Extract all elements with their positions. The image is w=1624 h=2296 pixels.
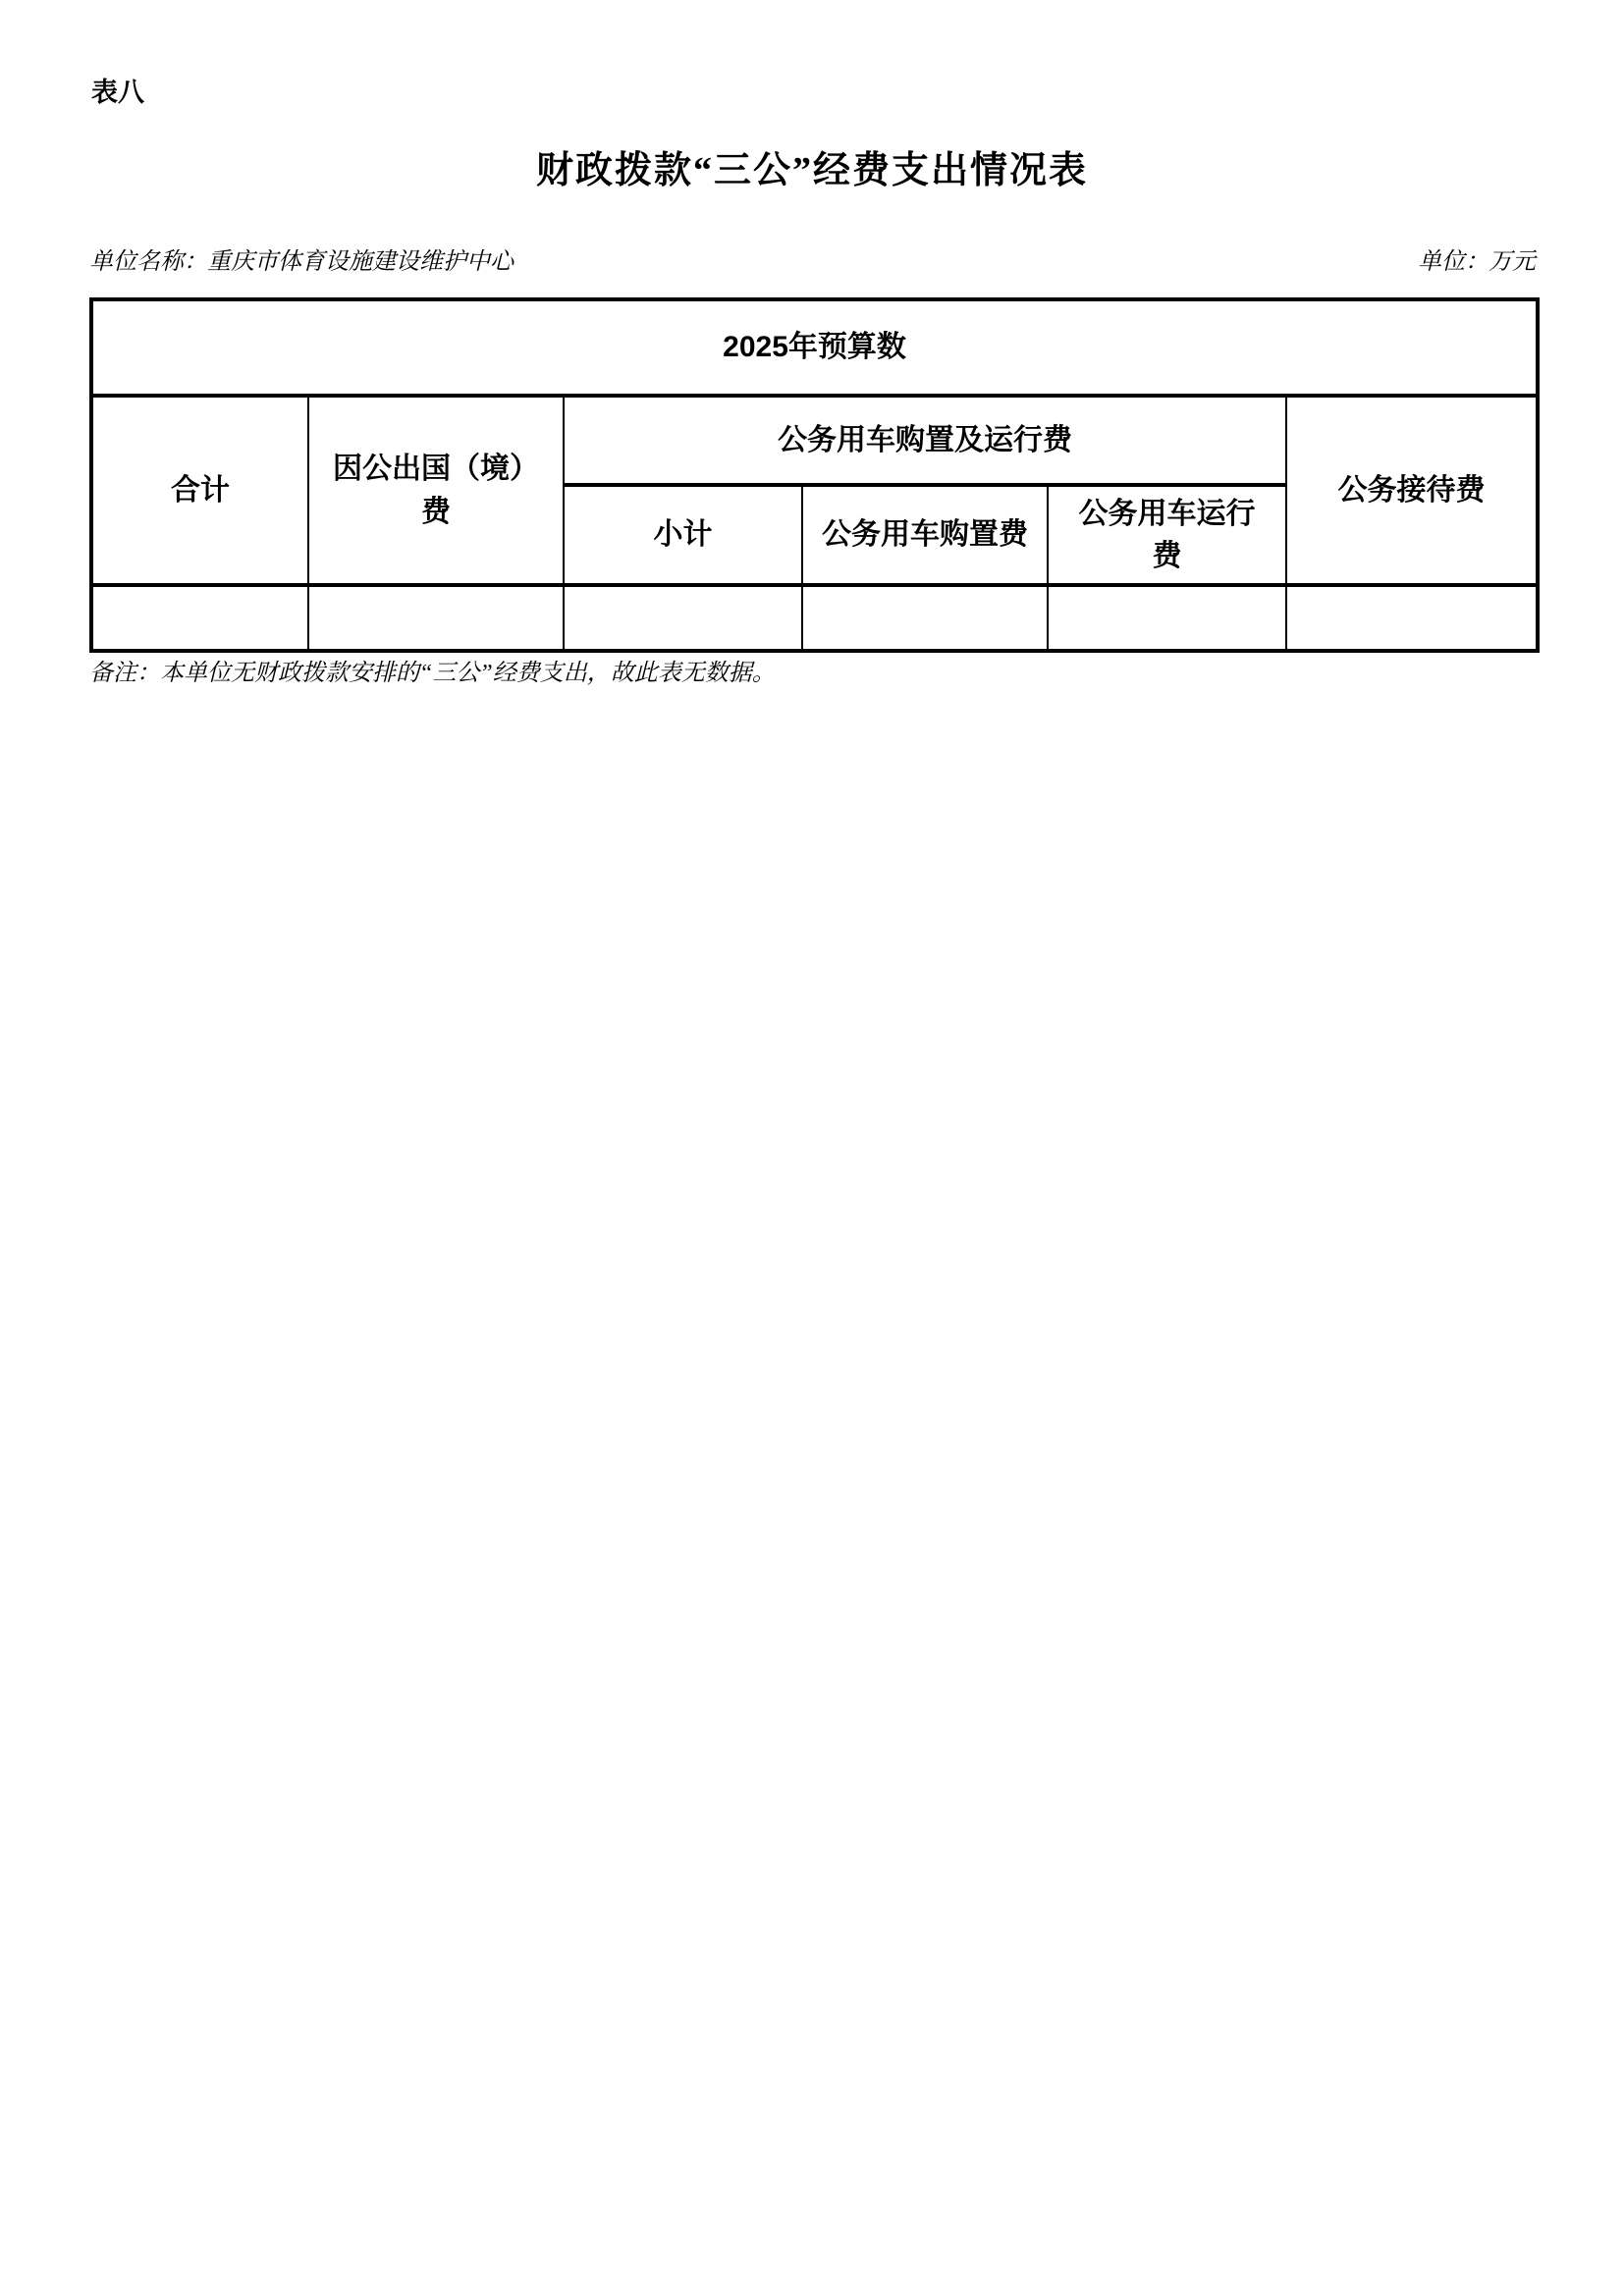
header-vehicle-purchase: 公务用车购置费 [802, 485, 1048, 585]
header-row-top [91, 396, 1538, 485]
header-abroad-expense-text: 因公出国（境）费 [333, 453, 539, 528]
header-vehicle-operation-text: 公务用车运行费 [1078, 497, 1256, 572]
table-row [91, 585, 1538, 651]
meta-row [89, 247, 1536, 278]
unit-line [1418, 247, 1536, 278]
header-abroad-expense [308, 396, 564, 585]
cell-vehicle-subtotal [564, 585, 802, 651]
header-vehicle-group: 公务用车购置及运行费 [564, 396, 1286, 485]
unit-label: 单位： [1418, 249, 1489, 275]
year-header-row [91, 299, 1538, 396]
three-public-expense-table [89, 297, 1540, 653]
sheet-number-label: 表八 [91, 78, 144, 107]
year-header-cell: 2025年预算数 [91, 299, 1538, 396]
page-title: 财政拨款“三公”经费支出情况表 [535, 150, 1088, 191]
cell-total [91, 585, 308, 651]
header-reception-expense: 公务接待费 [1286, 396, 1538, 585]
header-total: 合计 [91, 396, 308, 585]
cell-abroad [308, 585, 564, 651]
cell-reception [1286, 585, 1538, 651]
header-vehicle-operation [1048, 485, 1286, 585]
cell-vehicle-operation [1048, 585, 1286, 651]
unit-name-line [89, 247, 514, 278]
cell-vehicle-purchase [802, 585, 1048, 651]
footnote: 备注：本单位无财政拨款安排的“三公”经费支出，故此表无数据。 [89, 661, 776, 686]
unit-name-label: 单位名称： [89, 249, 207, 275]
header-vehicle-subtotal: 小计 [564, 485, 802, 585]
unit-value: 万元 [1489, 249, 1536, 275]
unit-name-value: 重庆市体育设施建设维护中心 [207, 249, 514, 275]
